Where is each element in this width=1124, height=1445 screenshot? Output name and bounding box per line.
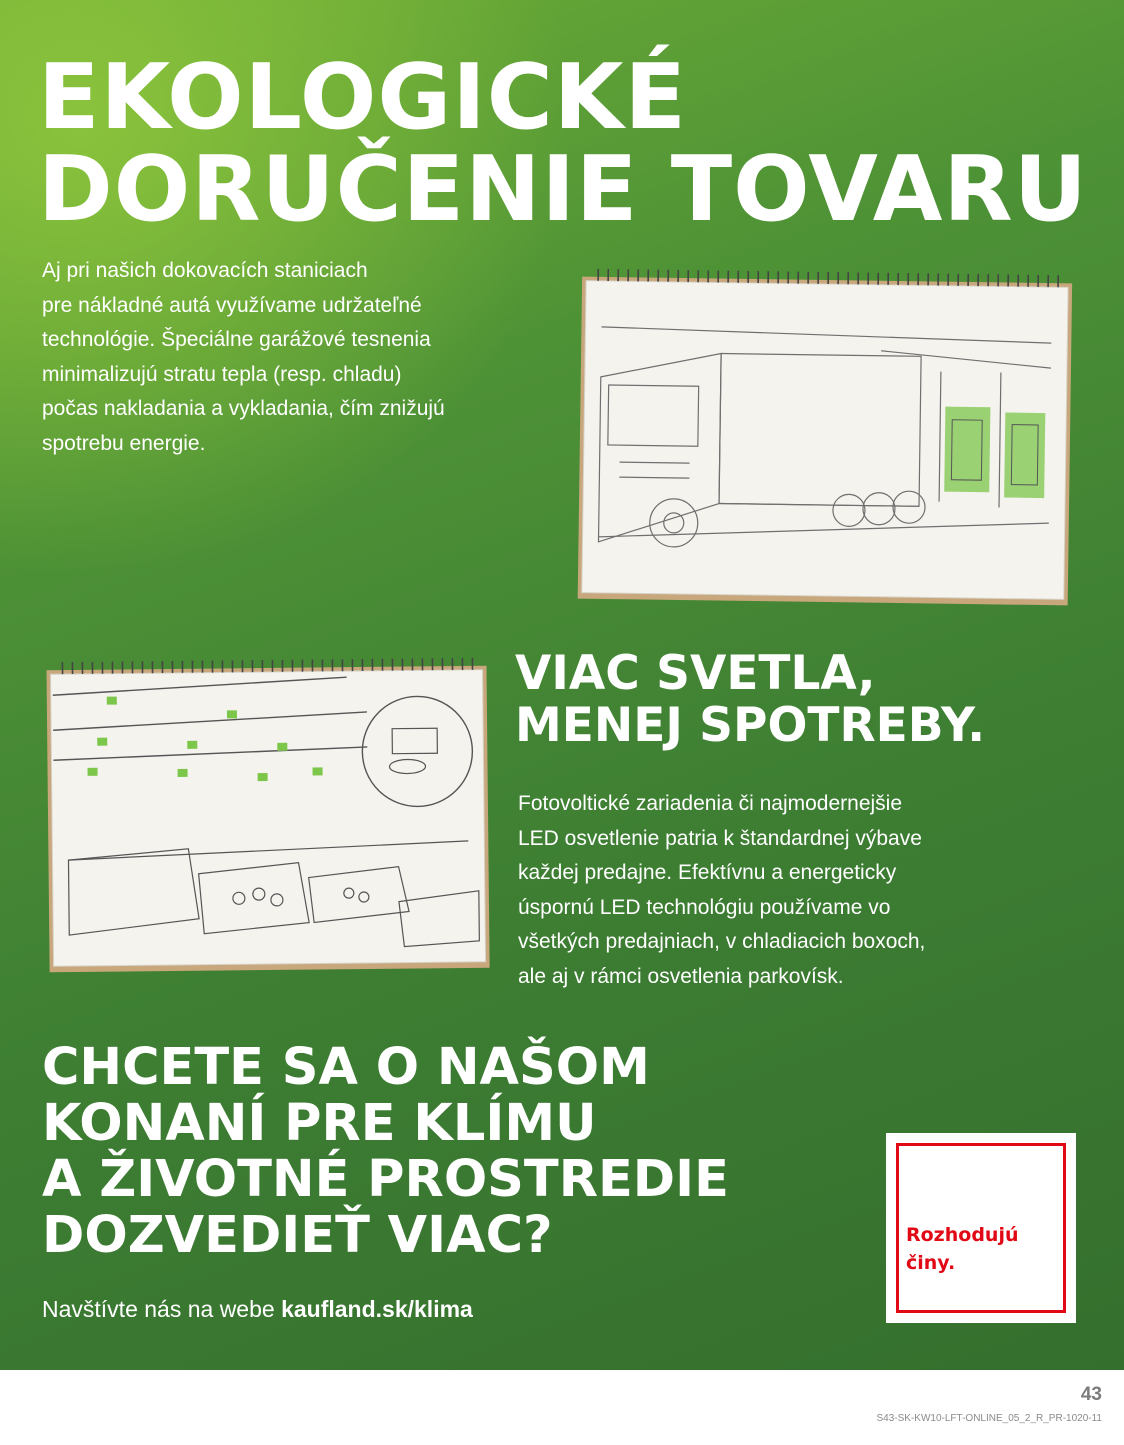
intro-paragraph — [42, 254, 562, 461]
light-line: úspornú LED technológiu používame vo — [518, 895, 891, 919]
cta-line: CHCETE SA O NAŠOM — [42, 1038, 650, 1097]
intro-line: technológie. Špeciálne garážové tesnenia — [42, 328, 431, 351]
logo-line-1: Rozhodujú — [906, 1224, 1019, 1246]
intro-line: spotrebu energie. — [42, 431, 206, 455]
lighting-sketch-pad — [46, 656, 489, 971]
print-code: S43-SK-KW10-LFT-ONLINE_05_2_R_PR-1020-11 — [876, 1413, 1102, 1424]
rozhoduju-ciny-logo — [886, 1133, 1076, 1323]
cta-line: A ŽIVOTNÉ PROSTREDIE — [42, 1150, 729, 1209]
cta-heading — [42, 1040, 729, 1264]
light-heading-line-2: MENEJ SPOTREBY. — [515, 698, 986, 753]
light-line: všetkých predajniach, v chladiacich boxoch, — [518, 930, 926, 953]
cta-line: KONANÍ PRE KLÍMU — [42, 1094, 597, 1153]
light-heading — [515, 648, 985, 752]
lighting-sketch-illustration — [46, 656, 489, 971]
intro-line: počas nakladania a vykladania, čím znižujú — [42, 397, 445, 420]
intro-line: Aj pri našich dokovacích staniciach — [42, 259, 368, 282]
main-heading-line-2: DORUČENIE TOVARU — [38, 137, 1088, 242]
cta-line: DOZVEDIEŤ VIAC? — [42, 1206, 553, 1265]
logo-line-2: činy. — [906, 1252, 956, 1274]
intro-line: minimalizujú stratu tepla (resp. chladu) — [42, 362, 402, 386]
page-number: 43 — [1080, 1384, 1102, 1405]
light-line: LED osvetlenie patria k štandardnej výbave — [518, 826, 922, 850]
logo-text — [906, 1221, 1019, 1277]
light-line: každej predajne. Efektívnu a energeticky — [518, 861, 897, 884]
visit-prefix: Navštívte nás na webe — [42, 1296, 275, 1322]
main-heading-line-1: EKOLOGICKÉ — [38, 45, 687, 150]
website-link[interactable]: kaufland.sk/klima — [281, 1296, 473, 1322]
visit-text — [42, 1296, 473, 1323]
truck-sketch-pad — [578, 267, 1073, 604]
light-heading-line-1: VIAC SVETLA, — [515, 646, 876, 701]
light-paragraph — [518, 787, 1078, 994]
truck-sketch-illustration — [578, 267, 1073, 604]
intro-line: pre nákladné autá využívame udržateľné — [42, 293, 422, 317]
main-heading — [38, 45, 1088, 242]
light-line: ale aj v rámci osvetlenia parkovísk. — [518, 964, 844, 988]
light-line: Fotovoltické zariadenia či najmodernejšie — [518, 792, 903, 815]
